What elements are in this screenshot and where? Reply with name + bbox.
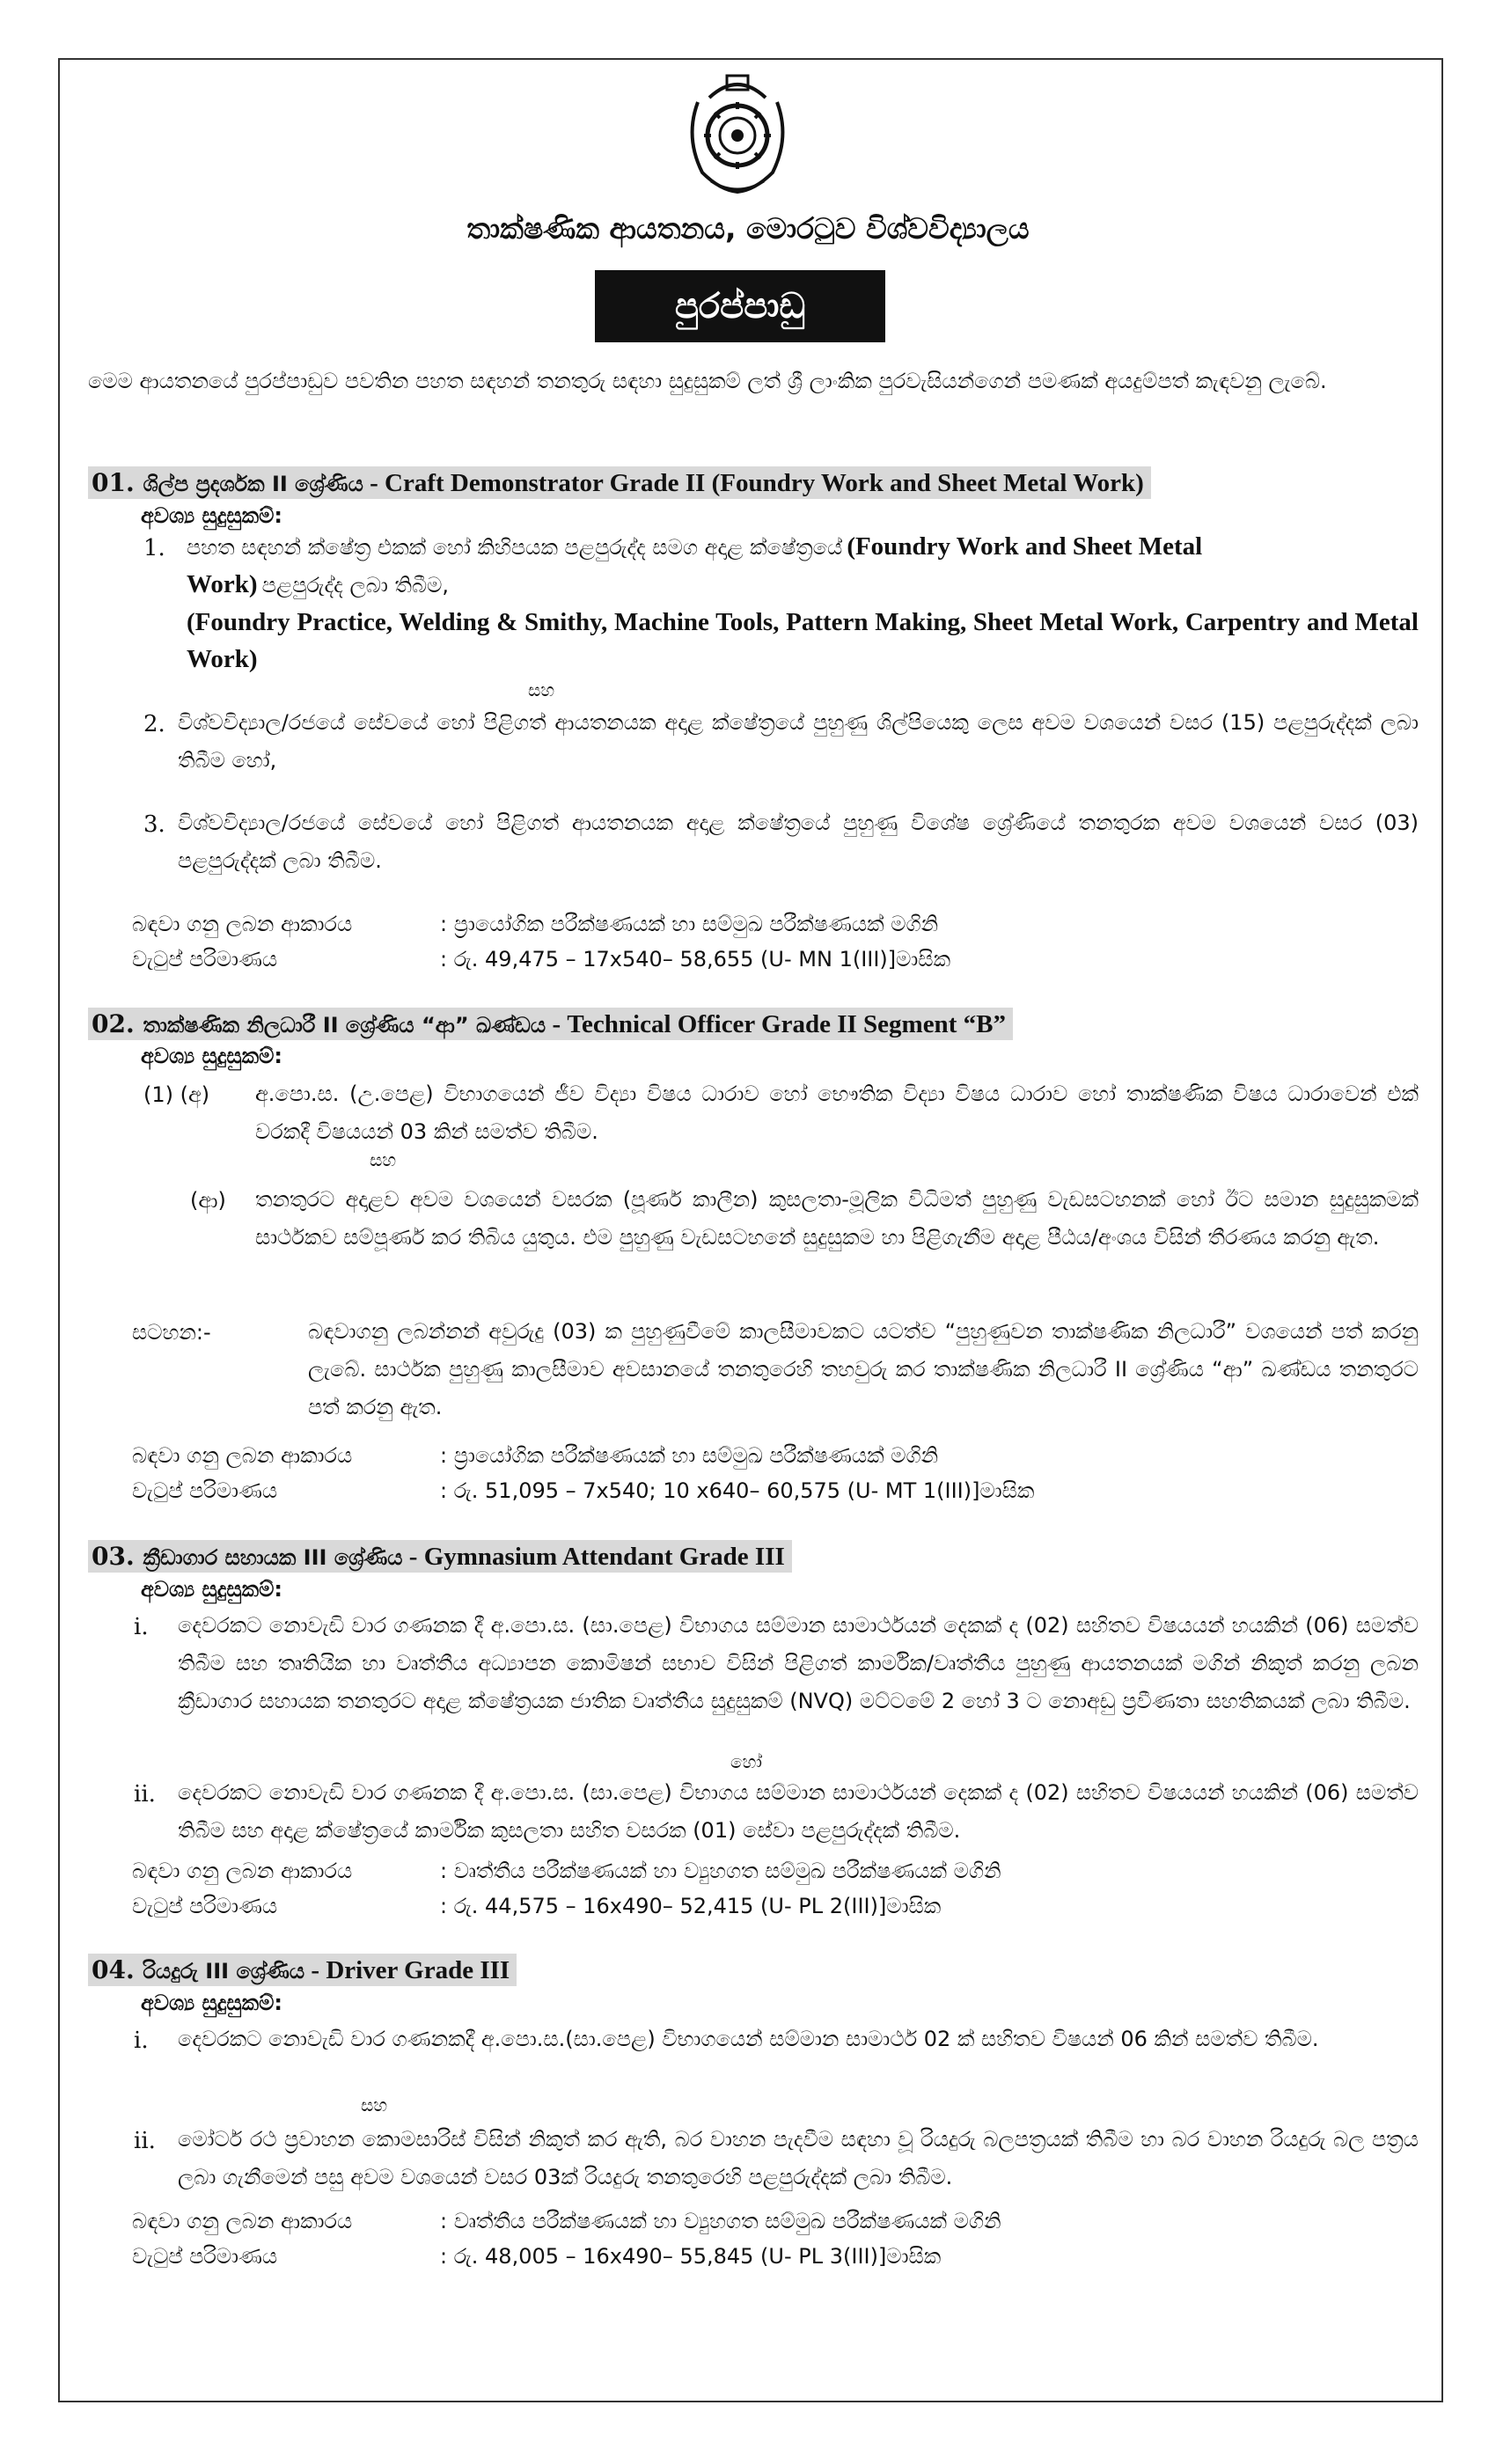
title-english: - Gymnasium Attendant Grade III (402, 1543, 785, 1571)
salary-label: වැටුප් පරිමාණය (132, 2244, 278, 2269)
title-english: - Technical Officer Grade II Segment “B” (546, 1010, 1006, 1038)
requirements-label: අවශ්‍ය සුදුසුකම්: (141, 1577, 282, 1602)
or-connector: හෝ (730, 1751, 762, 1772)
and-connector: සහ (370, 1149, 397, 1170)
salary-value: : රු. 49,475 – 17x540– 58,655 (U- MN 1(III)]මාසික (440, 947, 951, 972)
note-text: බඳවාගනු ලබන්නන් අවුරුදු (03) ක පුහුණුවීමේ කාලසීමාවකට යටත්ව “පුහුණුවන තාක්ෂණික නිලධාරී” වශයෙන් පත් කරනු ලැබේ. සාර්ථක පුහුණු කාලසීමාව අවසානයේ තනතුරෙහි තහවුරු කර තාක්ෂණික නිලධාරී II ශ්‍රේණිය “ආ” ඛණ්ඩය තනතුරට පත් කරනු ඇත. (308, 1319, 1419, 1419)
institute-title: තාක්ෂණික ආයතනය, මොරටුව විශ්වවිද්‍යාලය (466, 211, 1030, 246)
item-number: ii. (134, 1781, 156, 1808)
university-crest-logo (676, 67, 799, 199)
title-english: - Driver Grade III (304, 1956, 510, 1984)
method-label: බඳවා ගනු ලබන ආකාරය (132, 912, 353, 936)
salary-value: : රු. 44,575 – 16x490– 52,415 (U- PL 2(III)]මාසික (440, 1894, 942, 1918)
method-value: : ප්‍රායෝගික පරීක්ෂණයක් හා සම්මුඛ පරීක්ෂණයක් මගිනි (440, 912, 939, 936)
section-number: 02. (92, 1009, 135, 1038)
method-label: බඳවා ගනු ලබන ආකාරය (132, 1443, 353, 1468)
salary-label: වැටුප් පරිමාණය (132, 947, 278, 972)
item-number: 3. (143, 811, 165, 838)
title-sinhala: තාක්ෂණික නිලධාරී II ශ්‍රේණිය “ආ” ඛණ්ඩය (143, 1013, 546, 1038)
requirement-text: දෙවරකට නොවැඩි වාර ගණනකදී අ.පො.ස.(සා.පෙළ) විභාගයෙන් සම්මාන සාමාර්ථ 02 ක් සහිතව විෂයන් 06 කින් සමත්ව තිබීම. (178, 2027, 1319, 2051)
requirement-text: මෝටර් රථ ප්‍රවාහන කොමසාරිස් විසින් නිකුත් කර ඇති, බර වාහන පැදවීම සඳහා වූ රියදුරු බලපත්‍රයක් තිබීම හා බර වාහන රියදුරු බල පත්‍රය ලබා ගැනීමෙන් පසු අවම වශයෙන් වසර 03ක් රියදුරු තනතුරෙහි පළපුරුද්දක් ලබා තිබීම. (178, 2127, 1419, 2189)
field-english: Work) (187, 570, 258, 598)
requirement-text: අ.පො.ස. (උ.පෙළ) විභාගයෙන් ජීව විද්‍යා විෂය ධාරාව හෝ භෞතික විද්‍යා විෂය ධාරාව හෝ තාක්ෂණික විෂය ධාරාවෙන් එක් වරකදී විෂයයන් 03 කින් සමත්ව තිබීම. (255, 1082, 1419, 1144)
method-value: : වෘත්තීය පරීක්ෂණයක් හා ව්‍යුහගත සම්මුඛ පරීක්ෂණයක් මගිනි (440, 2209, 1001, 2233)
title-sinhala: ශිල්ප ප්‍රදර්ශක II ශ්‍රේණිය (143, 472, 363, 496)
section-04-heading (88, 1952, 517, 1989)
requirement-text: දෙවරකට නොවැඩි වාර ගණනක දී අ.පො.ස. (සා.පෙළ) විභාගය සම්මාන සාමාර්ථයන් දෙකක් ද (02) සහිතව විෂයයන් හයකින් (06) සමත්ව තිබීම සහ අදාළ ක්ෂේත්‍රයේ කාර්මික කුසලතා සහිත වසරක (01) සේවා පළපුරුද්දක් තිබීම. (178, 1780, 1419, 1843)
item-number: (ආ) (190, 1188, 226, 1213)
requirements-label: අවශ්‍ය සුදුසුකම්: (141, 503, 282, 528)
salary-label: වැටුප් පරිමාණය (132, 1894, 278, 1918)
section-02-heading (88, 1006, 1013, 1043)
requirement-text: විශ්වවිද්‍යාල/රජයේ සේවයේ හෝ පිළිගත් ආයතනයක අදාළ ක්ෂේත්‍රයේ පුහුණු විශේෂ ශ්‍රේණියේ තනතුරක අවම වශයෙන් වසර (03) පළපුරුද්දක් ලබා තිබීම. (178, 810, 1419, 873)
and-connector: සහ (528, 679, 555, 700)
requirements-label: අවශ්‍ය සුදුසුකම්: (141, 1044, 282, 1068)
intro-paragraph: මෙම ආයතනයේ පුරප්පාඩුව පවතින පහත සඳහන් තනතුරු සඳහා සුදුසුකම් ලත් ශ්‍රී ලාංකික පුරවැසියන්ගෙන් පමණක් අයදුම්පත් කැඳවනු ලැබේ. (88, 369, 1327, 393)
method-label: බඳවා ගනු ලබන ආකාරය (132, 1859, 353, 1883)
salary-label: වැටුප් පරිමාණය (132, 1478, 278, 1503)
field-english: (Foundry Work and Sheet Metal (847, 532, 1203, 561)
item-number: ii. (134, 2128, 156, 2154)
section-number: 01. (92, 468, 135, 497)
title-sinhala: ක්‍රීඩාගාර සහායක III ශ්‍රේණිය (143, 1545, 403, 1570)
requirements-label: අවශ්‍ය සුදුසුකම්: (141, 1991, 282, 2015)
note-label: සටහන:- (132, 1320, 211, 1345)
section-01-heading (88, 465, 1151, 502)
requirement-text: පහත සඳහන් ක්ෂේත්‍ර එකක් හෝ කිහිපයක පළපුරුද්ද සමග අදාළ ක්ෂේත්‍රයේ (187, 535, 843, 560)
item-number: i. (134, 1614, 149, 1640)
title-english: - Craft Demonstrator Grade II (Foundry Work and Sheet Metal Work) (363, 469, 1144, 497)
salary-value: : රු. 51,095 – 7x540; 10 x640– 60,575 (U- MT 1(III)]මාසික (440, 1478, 1035, 1503)
method-label: බඳවා ගනු ලබන ආකාරය (132, 2209, 353, 2233)
requirement-item (187, 528, 1419, 678)
method-value: : ප්‍රායෝගික පරීක්ෂණයක් හා සම්මුඛ පරීක්ෂණයක් මගිනි (440, 1443, 939, 1468)
requirement-text: තනතුරට අදාළව අවම වශයෙන් වසරක (පූර්ණ කාලීන) කුසලතා-මූලික විධිමත් පුහුණු වැඩසටහනක් හෝ ඊට සමාන සුදුසුකමක් සාර්ථකව සම්පූර්ණ කර තිබිය යුතුය. එම පුහුණු වැඩසටහනේ සුදුසුකම හා පිළිගැනීම අදාළ පීඨය/අංශය විසින් තීරණය කරනු ඇත. (255, 1187, 1419, 1250)
section-03-heading (88, 1538, 792, 1575)
item-number: 2. (143, 711, 165, 737)
field-list: (Foundry Practice, Welding & Smithy, Machine Tools, Pattern Making, Sheet Metal Work, Carpentry and Metal Work) (187, 608, 1419, 673)
method-value: : වෘත්තීය පරීක්ෂණයක් හා ව්‍යුහගත සම්මුඛ පරීක්ෂණයක් මගිනි (440, 1859, 1001, 1883)
section-number: 03. (92, 1542, 135, 1571)
item-number: i. (134, 2028, 149, 2054)
section-number: 04. (92, 1955, 135, 1984)
requirement-text: විශ්වවිද්‍යාල/රජයේ සේවයේ හෝ පිළිගත් ආයතනයක අදාළ ක්ෂේත්‍රයේ පුහුණු ශිල්පියෙකු ලෙස අවම වශයෙන් වසර (15) පළපුරුද්දක් ලබා තිබීම හෝ, (178, 710, 1419, 773)
vacancies-banner: පුරප්පාඩු (595, 270, 885, 342)
item-number: 1. (143, 535, 165, 561)
and-connector: සහ (361, 2094, 388, 2116)
requirement-text: දෙවරකට නොවැඩි වාර ගණනක දී අ.පො.ස. (සා.පෙළ) විභාගය සම්මාන සාමාර්ථයන් දෙකක් ද (02) සහිතව විෂයයන් හයකින් (06) සමත්ව තිබීම සහ තෘතියික හා වෘත්තීය අධ්‍යාපන කොමිෂන් සභාව විසින් පිළිගත් කාර්මික/වෘත්තීය පුහුණු ආයතනයක් මගින් නිකුත් කරනු ලබන ක්‍රීඩාගාර සහායක තනතුරට අදාළ ක්ෂේත්‍රයක ජාතික වෘත්තීය සුදුසුකම් (NVQ) මට්ටමේ 2 හෝ 3 ට නොඅඩු ප්‍රවීණතා සහතිකයක් ලබා තිබීම. (178, 1613, 1419, 1713)
title-sinhala: රියදුරු III ශ්‍රේණිය (143, 1959, 305, 1984)
requirement-text: පළපුරුද්ද ලබා තිබීම, (261, 573, 449, 598)
salary-value: : රු. 48,005 – 16x490– 55,845 (U- PL 3(III)]මාසික (440, 2244, 942, 2269)
item-number: (1) (අ) (143, 1082, 210, 1107)
